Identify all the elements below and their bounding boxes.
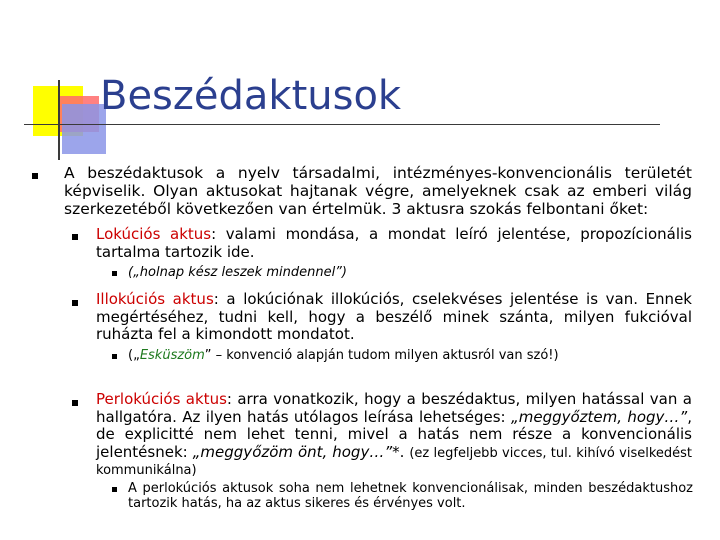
bullet-square-icon: [32, 173, 38, 179]
illocutionary-example-term: Esküszöm: [139, 348, 205, 363]
perlocutionary-term: Perlokúciós aktus: [96, 390, 227, 408]
perlocutionary-desc-a: : arra vonatkozik, hogy a beszédaktus, milyen hatással van a hallgatóra. Az ilyen hatás utólagos leírása lehetséges:: [96, 390, 692, 426]
bullet-square-icon: [112, 271, 117, 276]
slide-title: Beszédaktusok: [100, 73, 402, 119]
illocutionary-desc: : a lokúciónak illokúciós, cselekvéses jelentése is van. Ennek megértéséhez, tudni kell, hogy a beszélő minek szánta, milyen fukcióval ruházta fel a kimondott mondatot.: [96, 290, 692, 344]
deco-horizontal-line: [24, 124, 660, 125]
locutionary-term: Lokúciós aktus: [96, 225, 212, 243]
locutionary-item: [96, 226, 692, 261]
illocutionary-item: [96, 291, 692, 344]
locutionary-desc: : valami mondása, a mondat leíró jelentése, propozícionális tartalma tartozik ide.: [96, 225, 692, 261]
intro-paragraph: A beszédaktusok a nyelv társadalmi, intézményes-konvencionális területét képviselik. Olyan aktusokat hajtanak végre, amelyeknek csak az emberi világ szerkezetéből következően van értelmük. 3 aktusra szokás felbontani őket:: [64, 164, 692, 219]
bullet-square-icon: [72, 234, 78, 240]
perlocutionary-desc-b: , de explicitté nem lehet tenni, mivel a hatás nem része a konvencionális jelentésnek:: [96, 407, 692, 461]
bullet-square-icon: [72, 300, 78, 306]
example-rest: ” – konvenció alapján tudom milyen aktusról van szó!): [204, 348, 559, 363]
bullet-square-icon: [112, 487, 117, 492]
bullet-square-icon: [112, 354, 117, 359]
illocutionary-example: [128, 348, 688, 363]
perlocutionary-quote-2: „meggyőzöm önt, hogy…”*: [192, 442, 400, 461]
perlocutionary-note: (ez legfeljebb vicces, tul. kihívó viselkedést kommunikálna): [96, 445, 693, 479]
perlocutionary-desc-c: .: [399, 442, 410, 461]
illocutionary-term: Illokúciós aktus: [96, 290, 214, 308]
example-open-quote: („: [128, 348, 140, 363]
deco-vertical-line: [58, 80, 60, 160]
bullet-square-icon: [72, 400, 78, 406]
perlocutionary-item: [96, 391, 692, 479]
locutionary-example: („holnap kész leszek mindennel”): [128, 265, 347, 280]
perlocutionary-quote-1: „meggyőztem, hogy…”: [510, 407, 688, 426]
perlocutionary-subitem: A perlokúciós aktusok soha nem lehetnek konvencionálisak, minden beszédaktushoz tartozik hatás, ha az aktus sikeres és érvényes volt.: [128, 481, 693, 512]
